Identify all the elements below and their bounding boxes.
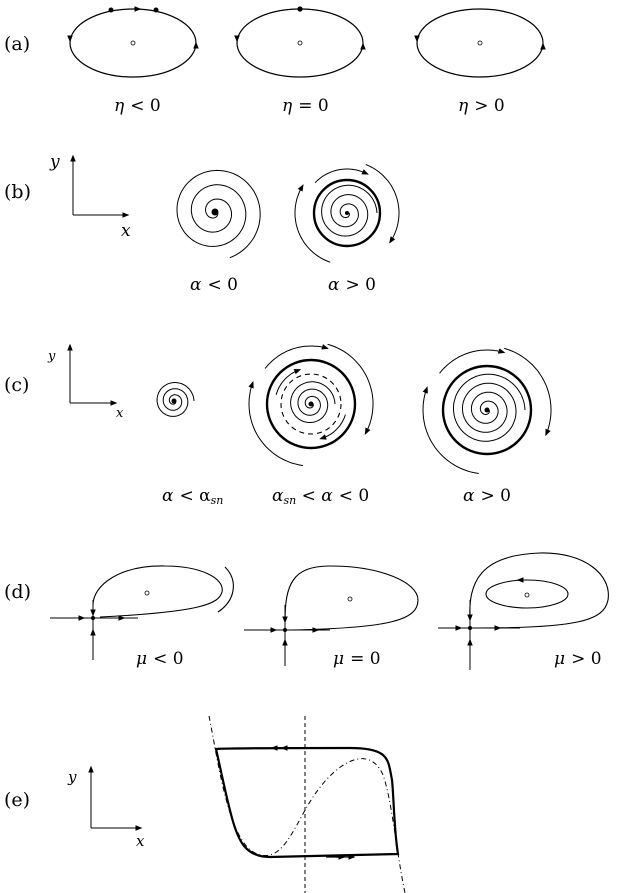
- panel-label-e: (e): [4, 789, 31, 811]
- focus-point: [485, 408, 490, 413]
- fixed-point: [109, 8, 114, 13]
- center-point: [478, 41, 482, 45]
- panel-label-c: (c): [4, 374, 30, 396]
- axis-x-label-e: x: [136, 832, 145, 850]
- panel-label-b: (b): [4, 181, 31, 203]
- panel-d: [4, 553, 608, 670]
- caption-d-3: μ > 0: [554, 649, 602, 669]
- caption-a-1: η < 0: [114, 96, 161, 116]
- caption-b-2: α > 0: [328, 275, 376, 295]
- axis-y-label-b: y: [50, 152, 60, 172]
- outer-trajectory: [366, 165, 399, 243]
- orbit-path: [218, 567, 233, 612]
- center-point: [131, 41, 135, 45]
- focus-point: [172, 399, 177, 404]
- caption-c-1: α < αsn: [162, 486, 224, 507]
- panel-label-d: (d): [4, 581, 31, 603]
- caption-c-2: αsn < α < 0: [272, 486, 370, 507]
- orbit-eta-zero: [237, 6, 363, 77]
- relaxation-cycle: [216, 748, 398, 857]
- spiral-small-focus: [157, 383, 194, 417]
- spiral-limit-cycle-c: [423, 348, 551, 473]
- homoclinic-mu-zero: [244, 566, 418, 666]
- focus-point: [212, 209, 219, 216]
- axis-x-label-b: x: [121, 221, 131, 241]
- caption-a-2: η = 0: [282, 96, 329, 116]
- caption-b-1: α < 0: [190, 275, 238, 295]
- saddle-point: [91, 616, 95, 620]
- center-point: [525, 593, 529, 597]
- fixed-point: [154, 8, 159, 13]
- spiral-trajectory: [291, 382, 335, 423]
- outer-trajectory: [423, 388, 479, 474]
- axis-y-label-c: y: [48, 349, 56, 364]
- center-point: [348, 597, 352, 601]
- spiral-limit-cycle: [295, 165, 399, 263]
- axis-x-label-c: x: [116, 406, 124, 421]
- caption-d-1: μ < 0: [136, 649, 184, 669]
- caption-c-3: α > 0: [463, 486, 511, 506]
- orbit-eta-positive: [417, 9, 543, 77]
- saddle-point: [283, 628, 287, 632]
- outer-trajectory: [249, 382, 303, 465]
- panel-e: [4, 716, 405, 893]
- panel-a: [4, 6, 543, 116]
- saddle-point: [468, 626, 472, 630]
- spiral-trajectory: [177, 170, 260, 257]
- axes-b: [49, 152, 131, 241]
- spiral-stable-focus: [177, 170, 260, 257]
- spiral-trajectory: [322, 185, 377, 236]
- orbit-eta-negative: [70, 8, 196, 78]
- spiral-trajectory: [454, 374, 526, 441]
- center-point: [298, 41, 302, 45]
- spiral-bistable: [249, 344, 373, 465]
- fixed-point: [297, 6, 302, 11]
- panel-c: [4, 344, 551, 507]
- orbit-path: [93, 566, 222, 617]
- caption-a-3: η > 0: [458, 96, 505, 116]
- focus-point: [309, 402, 314, 407]
- outer-trajectory: [328, 344, 373, 433]
- axes-e: [67, 767, 145, 850]
- focus-point: [345, 211, 349, 215]
- caption-d-2: μ = 0: [333, 649, 381, 669]
- cubic-nullcline: [209, 716, 405, 893]
- homoclinic-mu-negative: [50, 566, 233, 660]
- axis-y-label-e: y: [68, 768, 77, 786]
- axes-c: [47, 345, 124, 421]
- outer-trajectory: [265, 346, 327, 369]
- center-point: [145, 591, 149, 595]
- orbit-path: [470, 553, 609, 628]
- panel-b: [4, 152, 399, 295]
- panel-label-a: (a): [4, 33, 31, 55]
